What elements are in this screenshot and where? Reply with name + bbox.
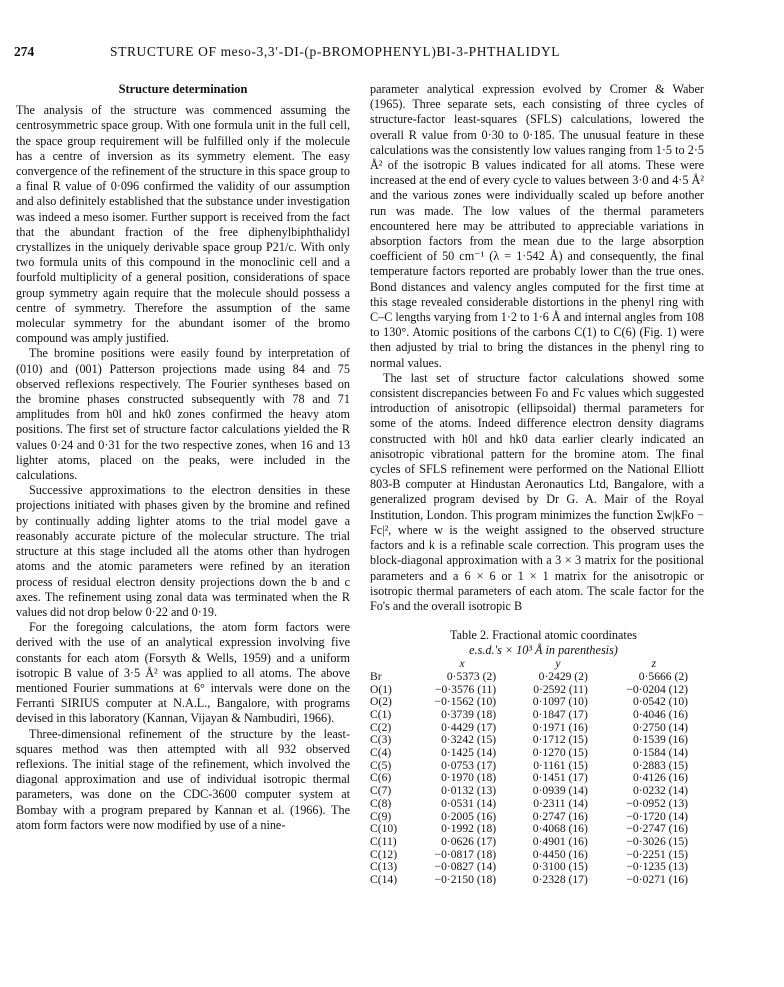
coordinate-cell: 0·4126 (16) <box>632 771 688 785</box>
atom-label-cell: C(14) <box>370 873 398 887</box>
atom-label-cell: C(11) <box>370 834 397 848</box>
coordinate-cell: 0·4450 (16) <box>532 847 588 861</box>
coordinate-cell: 0·2747 (16) <box>532 809 588 823</box>
coordinate-cell: 0·2328 (17) <box>532 873 588 887</box>
paragraph: The bromine positions were easily found by interpretation of (010) and (001) Patterson projections made using 84 and 75 observed reflexions respectively. The Fourier syntheses based on the bromine phases constructed subsequently with 78 and 71 amplitudes from h0l and hk0 zones confirmed the heavy atom positions. The first set of structure factor calculations yielded the R values 0·24 and 0·31 for the two respective zones, when 16 and 13 lighter atoms, placed on the peaks, were included in the calculations. <box>16 346 350 483</box>
table-row <box>370 798 704 811</box>
coordinate-cell: −0·1235 (13) <box>626 860 688 874</box>
coordinate-cell: 0·1971 (16) <box>532 720 588 734</box>
paragraph: Three-dimensional refinement of the structure by the least-squares method was then attempted with all 932 observed reflexions. The initial stage of the refinement, which involved the diagonal approximation and use of individual isotropic thermal parameters, was done on the CDC-3600 computer system at Bombay with a program prepared by Kannan et al. (1966). The atom form factors were now modified by use of a nine- <box>16 726 350 832</box>
coordinate-cell: 0·2592 (11) <box>533 682 588 696</box>
table-header-row <box>370 658 704 671</box>
coordinate-cell: 0·3100 (15) <box>532 860 588 874</box>
coordinate-cell: 0·3242 (15) <box>441 733 497 747</box>
coordinate-cell: 0·1097 (10) <box>532 695 588 709</box>
coordinate-cell: 0·1539 (16) <box>632 733 688 747</box>
coordinate-cell: 0·2883 (15) <box>632 758 688 772</box>
table-caption-subtitle: e.s.d.'s × 10³ Å in parenthesis) <box>469 643 618 658</box>
coordinate-cell: 0·4429 (17) <box>441 720 497 734</box>
coordinate-cell: 0·2750 (14) <box>632 720 688 734</box>
atom-label-cell: C(7) <box>370 784 392 798</box>
atom-label-cell: C(6) <box>370 771 392 785</box>
atom-label-cell: C(12) <box>370 847 398 861</box>
table-row <box>370 709 704 722</box>
table-body <box>370 671 704 887</box>
table-row <box>370 747 704 760</box>
coordinate-cell: −0·2747 (16) <box>626 822 688 836</box>
coordinate-cell: 0·0753 (17) <box>441 758 497 772</box>
coordinate-cell: −0·0827 (14) <box>434 860 497 874</box>
coordinate-cell: 0·0232 (14) <box>632 784 688 798</box>
coordinate-cell: 0·3739 (18) <box>441 707 497 721</box>
table-row <box>370 836 704 849</box>
paragraph: parameter analytical expression evolved by Cromer & Waber (1965). Three separate sets, each consisting of three cycles of structure-factor least-squares (SFLS) calculations, lowered the overall R value from 0·30 to 0·185. The unusual feature in these calculations was the consistently low values ranging from 1·5 to 2·5 Å² of the isotropic B values indicated for all atoms. These were increased at the end of every cycle to values between 3·0 and 4·5 Å² and the various zones were individually scaled up before another run was made. The low values of the thermal parameters encountered here may be attributed to appreciable variations in absorption factors from the mean due to the large absorption coefficient of 50 cm⁻¹ (λ = 1·542 Å) and consequently, the final temperature factors reported are probably lower than the true ones. Bond distances and valency angles computed for the first time at this stage revealed considerable distortions in the phenyl ring with C–C lengths varying from 1·2 to 1·6 Å and internal angles from 108 to 130°. Atomic positions of the carbons C(1) to C(6) (Fig. 1) were then adjusted by trial to bring the distances in the phenyl ring to normal values. <box>370 82 704 370</box>
coordinate-cell: −0·0952 (13) <box>626 796 688 810</box>
coordinate-cell: 0·2429 (2) <box>538 669 588 683</box>
table-row <box>370 874 704 887</box>
page-number: 274 <box>14 44 35 59</box>
coordinate-cell: 0·0939 (14) <box>532 784 588 798</box>
atom-label-cell: C(3) <box>370 733 392 747</box>
coordinate-cell: −0·1562 (10) <box>434 695 497 709</box>
coordinate-cell: −0·2251 (15) <box>626 847 688 861</box>
atom-label-cell: C(5) <box>370 758 392 772</box>
coordinate-cell: −0·3576 (11) <box>434 682 497 696</box>
coordinate-cell: 0·1847 (17) <box>532 707 588 721</box>
coordinate-cell: 0·4068 (16) <box>532 822 588 836</box>
coordinate-cell: −0·0817 (18) <box>434 847 497 861</box>
atom-label-cell: O(2) <box>370 695 392 709</box>
table-row <box>370 785 704 798</box>
coordinate-cell: −0·0271 (16) <box>626 873 688 887</box>
atom-label-cell: O(1) <box>370 682 392 696</box>
coordinate-cell: 0·4046 (16) <box>632 707 688 721</box>
coordinate-cell: 0·1992 (18) <box>441 822 497 836</box>
atom-label-cell: C(2) <box>370 720 392 734</box>
coordinate-cell: −0·0204 (12) <box>626 682 688 696</box>
table-header-cell: z <box>651 657 657 671</box>
coordinate-cell: 0·5666 (2) <box>638 669 688 683</box>
right-column <box>370 82 704 887</box>
atom-label-cell: C(13) <box>370 860 398 874</box>
table-header-cell <box>370 658 412 671</box>
atom-label-cell: C(8) <box>370 796 392 810</box>
coordinate-cell: −0·1720 (14) <box>626 809 688 823</box>
atom-label-cell: Br <box>370 669 382 683</box>
coordinates-table <box>370 658 704 887</box>
coordinate-cell: 0·1970 (18) <box>441 771 497 785</box>
coordinate-cell: 0·1161 (15) <box>533 758 588 772</box>
atom-label-cell: C(10) <box>370 822 398 836</box>
running-title: STRUCTURE OF meso-3,3′-DI-(p-BROMOPHENYL)BI-3-PHTHALIDYL <box>110 44 561 59</box>
coordinate-cell: 0·2311 (14) <box>533 796 588 810</box>
coordinate-cell: 0·1425 (14) <box>441 746 497 760</box>
paragraph: The analysis of the structure was commenced assuming the centrosymmetric space group. With one formula unit in the full cell, the space group requirement will be fulfilled only if the molecule has a centre of inversion as its symmetry element. The easy convergence of the refinement of the structure in this space group to a final R value of 0·096 confirmed the validity of our assumption and also definitely established that the substance under investigation was indeed a meso isomer. Further support is received from the fact that the abundant fraction of the free diphenylbiphthalidyl crystallizes in the uniquely derivable space group P21/c. With only two formula units of this compound in the monoclinic cell and a fourfold multiplicity of a general position, considerations of space group symmetry again require that the molecule should possess a centre of symmetry. Therefore the assumption of the same molecular symmetry for the abundant isomer of the bromo compound was amply justified. <box>16 103 350 346</box>
coordinate-cell: 0·4901 (16) <box>532 834 588 848</box>
coordinate-cell: 0·1270 (15) <box>532 746 588 760</box>
section-heading: Structure determination <box>118 82 248 96</box>
coordinate-cell: 0·2005 (16) <box>441 809 497 823</box>
table-block <box>370 628 704 887</box>
table-header-cell: x <box>459 657 465 671</box>
page-header <box>14 44 744 64</box>
coordinate-cell: 0·0132 (13) <box>441 784 497 798</box>
table-caption: Table 2. Fractional atomic coordinates <box>450 628 637 643</box>
table-row <box>370 671 704 684</box>
atom-label-cell: C(1) <box>370 707 392 721</box>
paragraph: The last set of structure factor calculations showed some consistent discrepancies between Fo and Fc values which suggested introduction of anisotropic (ellipsoidal) thermal parameters for some of the atoms. Indeed difference electron density diagrams constructed with h0l and hk0 data earlier clearly indicated an anisotropic vibrational pattern for the bromine atom. The final cycles of SFLS refinement were performed on the National Elliott 803-B computer at Hindustan Aeronautics Ltd, Bangalore, with a generalized program devised by Dr G. A. Mair of the Royal Institution, London. This program minimizes the function Σw|kFo − Fc|², where w is the weight assigned to the observed structure factors and k is a refinable scale correction. This program uses the block-diagonal approximation with a 3 × 3 matrix for the positional parameters and a 6 × 6 or 1 × 1 matrix for the anisotropic or isotropic thermal parameters of each atom. The scale factor for the Fo's and the overall isotropic B <box>370 370 704 613</box>
coordinate-cell: −0·2150 (18) <box>434 873 497 887</box>
left-column <box>16 82 350 833</box>
coordinate-cell: 0·1584 (14) <box>632 746 688 760</box>
table-header-cell: y <box>555 657 561 671</box>
atom-label-cell: C(4) <box>370 746 392 760</box>
coordinate-cell: −0·3026 (15) <box>626 834 688 848</box>
coordinate-cell: 0·0542 (10) <box>632 695 688 709</box>
paragraph: For the foregoing calculations, the atom form factors were derived with the use of an analytical expression involving five constants for each atom (Forsyth & Wells, 1959) and a uniform isotropic B value of 3·5 Å² was applied to all atoms. The above mentioned Fourier summations at 6° intervals were done on the Ferranti SIRIUS computer at N.A.L., Bangalore, with programs devised in this laboratory (Kannan, Vijayan & Nambudiri, 1966). <box>16 620 350 726</box>
paragraph: Successive approximations to the electron densities in these projections initiated with phases given by the bromine and refined by continually adding lighter atoms to the trial model gave a reasonably accurate picture of the molecular structure. The trial structure at this stage included all the atoms other than hydrogen atoms and the atomic parameters were refined by an iteration process of residual electron density projections down the b and c axes. The refinement using zonal data was terminated when the R values did not drop below 0·22 and 0·19. <box>16 483 350 619</box>
atom-label-cell: C(9) <box>370 809 392 823</box>
coordinate-cell: 0·5373 (2) <box>446 669 497 683</box>
coordinate-cell: 0·0626 (17) <box>441 834 497 848</box>
coordinate-cell: 0·1712 (15) <box>532 733 588 747</box>
coordinate-cell: 0·0531 (14) <box>441 796 497 810</box>
coordinate-cell: 0·1451 (17) <box>532 771 588 785</box>
